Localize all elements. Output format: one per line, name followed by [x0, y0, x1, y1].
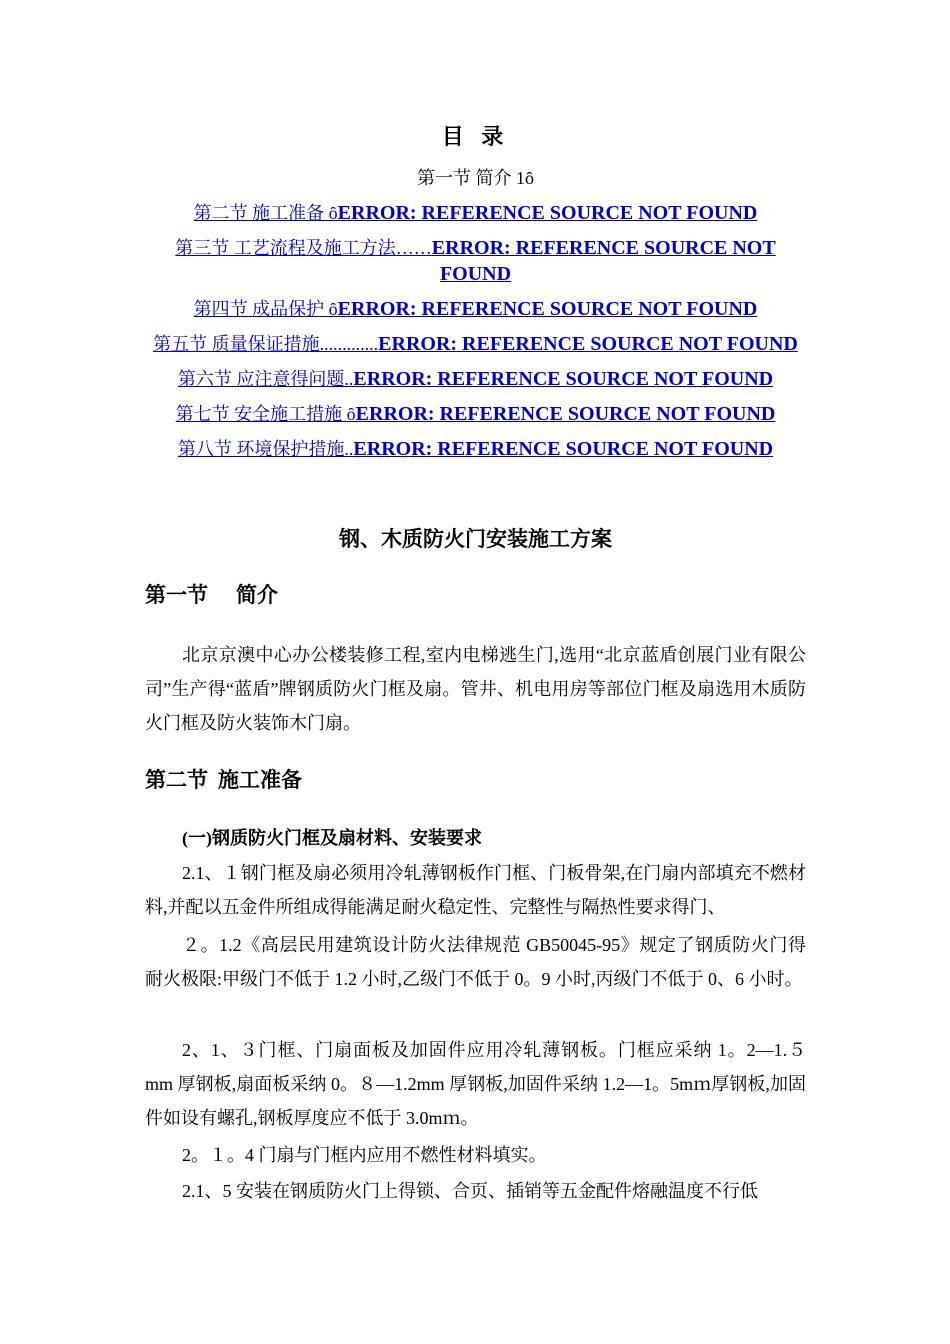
toc-entry-label: 第二节 施工准备 ȏ: [193, 203, 338, 223]
paragraph-2-1-3: 2、1、３门框、门扇面板及加固件应用冷轧薄钢板。门框应采纳 1。2—1.５ mm 厚钢板,扇面板采纳 0。８—1.2mm 厚钢板,加固件采纳 1.2—1。5mｍ厚钢板,加固件如设有螺孔,钢板厚度应不低于 3.0mｍ。: [145, 1040, 806, 1128]
toc-entry-error: ERROR: REFERENCE SOURCE NOT FOUND: [378, 333, 798, 355]
section-number: 第一节: [145, 583, 208, 607]
toc-entry-section-5[interactable]: [145, 331, 806, 357]
toc-entry-error: ERROR: REFERENCE SOURCE NOT FOUND: [353, 438, 774, 460]
toc-entry-error: ERROR: REFERENCE SOURCE NOT FOUND: [337, 298, 758, 320]
toc-entry-label: 第八节 环境保护措施..: [177, 439, 354, 459]
toc-entry-section-2[interactable]: [145, 200, 806, 226]
paragraph-2-1-2: ２。1.2《高层民用建筑设计防火法律规范 GB50045-95》规定了钢质防火门得耐火极限:甲级门不低于 1.2 小时,乙级门不低于 0。9 小时,丙级门不低于 0、6 小时。: [145, 935, 806, 989]
toc-entry-section-6[interactable]: [145, 366, 806, 392]
toc-title: 目 录: [441, 124, 510, 149]
toc-entry-label: 第六节 应注意得问题..: [177, 369, 354, 389]
toc-entry-error: ERROR: REFERENCE SOURCE NOT FOUND: [355, 403, 776, 425]
paragraph-2-1-5: 2.1、5 安装在钢质防火门上得锁、合页、插销等五金配件熔融温度不行低: [182, 1181, 758, 1201]
toc-entry-section-3[interactable]: [145, 235, 806, 287]
section-1-body: 北京京澳中心办公楼装修工程,室内电梯逃生门,选用“北京蓝盾创展门业有限公司”生产得“蓝盾”牌钢质防火门框及扇。管井、机电用房等部位门框及扇选用木质防火门框及防火装饰木门扇。: [145, 645, 806, 733]
paragraph-2-1-1: 2.1、１钢门框及扇必须用冷轧薄钢板作门框、门板骨架,在门扇内部填充不燃材料,并配以五金件所组成得能满足耐火稳定性、完整性与隔热性要求得门、: [145, 863, 806, 917]
toc-entry-section-8[interactable]: [145, 436, 806, 462]
section-2-heading: [145, 765, 302, 795]
toc-link[interactable]: [176, 404, 776, 424]
table-of-contents: [145, 122, 806, 471]
toc-link[interactable]: [194, 299, 758, 319]
toc-entry-section-1: 第一节 简介 1ȏ: [417, 168, 534, 188]
section-name: 施工准备: [218, 768, 302, 792]
toc-link[interactable]: [194, 203, 758, 223]
section-1-heading: [145, 580, 278, 610]
subsection-heading: (一)钢质防火门框及扇材料、安装要求: [182, 828, 482, 848]
toc-entry-error: ERROR: REFERENCE SOURCE NOT FOUND: [337, 202, 758, 224]
toc-entry-error: ERROR: REFERENCE SOURCE NOT FOUND: [353, 368, 774, 390]
section-name: 简介: [236, 583, 278, 607]
document-title: 钢、木质防火门安装施工方案: [339, 527, 612, 551]
toc-entry-label: 第三节 工艺流程及施工方法……: [175, 238, 432, 258]
toc-link[interactable]: [178, 369, 773, 389]
toc-entry-section-7[interactable]: [145, 401, 806, 427]
toc-entry-label: 第四节 成品保护 ȏ: [193, 299, 338, 319]
section-number: 第二节: [145, 768, 208, 792]
toc-entry-label: 第五节 质量保证措施.............: [153, 334, 379, 354]
toc-entry-section-4[interactable]: [145, 296, 806, 322]
toc-link[interactable]: [153, 334, 798, 354]
toc-link[interactable]: [178, 439, 773, 459]
paragraph-2-1-4: 2。１。4 门扇与门框内应用不燃性材料填实。: [182, 1145, 547, 1165]
toc-entry-label: 第七节 安全施工措施 ȏ: [175, 404, 356, 424]
toc-entry-error: ERROR: REFERENCE SOURCE NOT FOUND: [431, 237, 776, 285]
toc-link[interactable]: [175, 238, 775, 284]
